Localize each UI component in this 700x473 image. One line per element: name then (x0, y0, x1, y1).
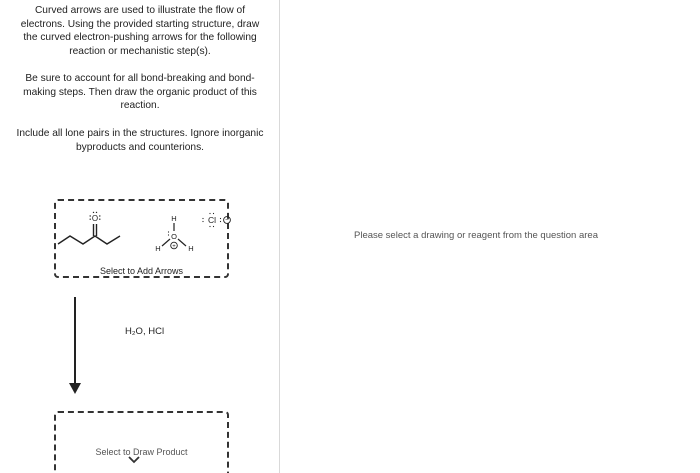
chloride-label: Cl (207, 215, 217, 225)
instructions-paragraph-3: Include all lone pairs in the structures. Ignore inorganic byproducts and counterions. (16, 128, 264, 153)
instructions-paragraph-1: Curved arrows are used to illustrate the flow of electrons. Using the provided starting structure, draw the curved electron-pushing arrows for the following reaction or mechanistic step(s). (20, 5, 260, 57)
question-panel (0, 0, 280, 473)
hydronium-h-top: H (171, 214, 177, 223)
hydronium-h-right: H (188, 244, 194, 253)
hydronium-h-left: H (155, 244, 161, 253)
svg-text:−: − (225, 217, 229, 225)
svg-text:+: + (172, 243, 176, 250)
hydronium-oxygen-label: O (171, 232, 177, 241)
starting-structure-box[interactable] (54, 199, 229, 278)
draw-product-caption: Select to Draw Product (95, 447, 188, 457)
product-drawing-box[interactable] (54, 411, 229, 473)
starting-structure-drawing (56, 201, 231, 263)
hydronium-lone-pair (168, 231, 169, 235)
chevron-down-icon (127, 455, 141, 465)
reagents-label[interactable]: H₂O, HCl (125, 326, 165, 337)
ketone-oxygen-label: O (91, 214, 99, 223)
reaction-arrow-shaft (74, 297, 76, 385)
instructions-paragraph-2: Be sure to account for all bond-breaking and bond-making steps. Then draw the organic product of this reaction. (23, 73, 257, 112)
reaction-arrow-head (69, 383, 81, 394)
drawing-panel (281, 0, 700, 473)
add-arrows-caption: Select to Add Arrows (99, 266, 184, 276)
selection-prompt: Please select a drawing or reagent from the question area (354, 230, 598, 241)
ketone-skeleton (58, 224, 120, 244)
